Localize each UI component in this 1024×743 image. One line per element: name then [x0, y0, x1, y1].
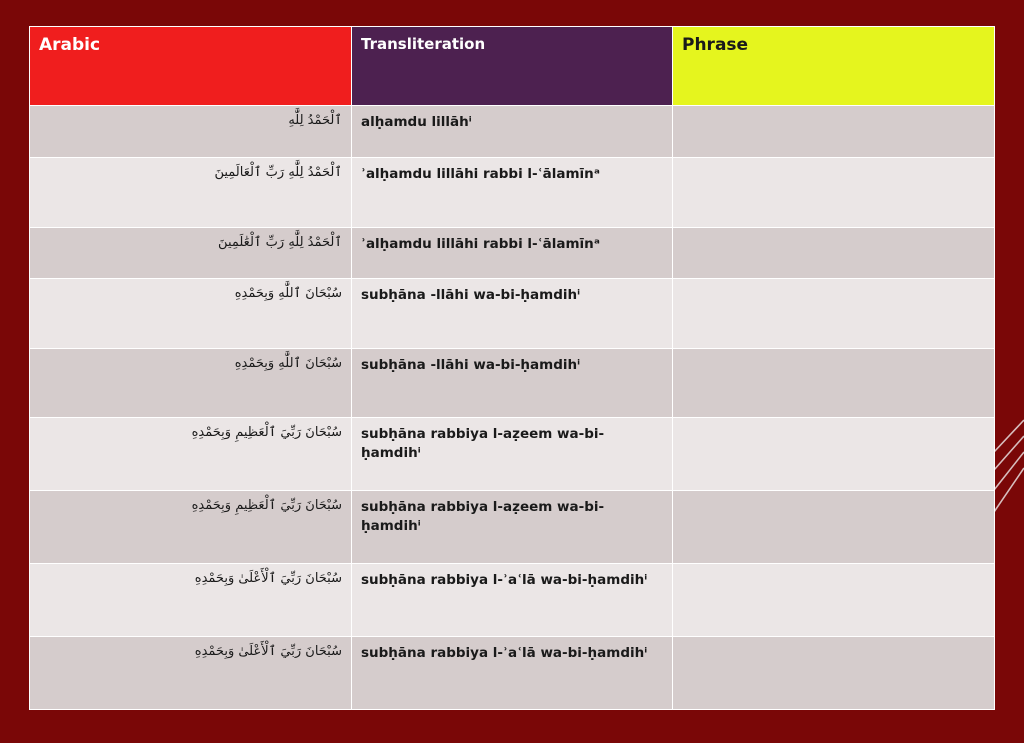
phrase-cell[interactable]: [673, 228, 995, 279]
transliteration-cell: alḥamdu lillāhⁱ: [352, 106, 673, 158]
arabic-text: سُبْحَانَ ٱللَّٰهِ وَبِحَمْدِهِ: [234, 356, 342, 371]
table-row: [30, 637, 995, 710]
arabic-cell: [30, 491, 352, 564]
arabic-cell: [30, 349, 352, 418]
phrase-cell[interactable]: [673, 418, 995, 491]
arabic-text: سُبْحَانَ رَبِّيَ ٱلْعَظِيمِ وَبِحَمْدِهِ: [191, 498, 342, 513]
table-row: [30, 279, 995, 349]
transliteration-cell: subḥāna -llāhi wa-bi-ḥamdihⁱ: [352, 279, 673, 349]
arabic-column-header: Arabic: [30, 27, 352, 106]
arabic-text: سُبْحَانَ رَبِّيَ ٱلْأَعْلَىٰ وَبِحَمْدِهِ: [194, 571, 342, 586]
table-row: [30, 106, 995, 158]
arabic-text: ٱلْحَمْدُ لِلَّٰهِ رَبِّ ٱلْعَالَمِينَ: [214, 165, 342, 180]
arabic-cell: [30, 158, 352, 228]
transliteration-cell: ʾalḥamdu lillāhi rabbi l-ʿālamīnᵃ: [352, 228, 673, 279]
phrase-cell[interactable]: [673, 564, 995, 637]
arabic-text: ٱلْحَمْدُ لِلَّٰهِ رَبِّ ٱلْعَٰلَمِينَ: [218, 235, 342, 250]
phrase-cell[interactable]: [673, 279, 995, 349]
phrase-cell[interactable]: [673, 637, 995, 710]
transliteration-column-header: Transliteration: [352, 27, 673, 106]
table-row: [30, 418, 995, 491]
arabic-cell: [30, 418, 352, 491]
phrase-cell[interactable]: [673, 349, 995, 418]
phrases-table-container: [29, 26, 994, 709]
table-row: [30, 491, 995, 564]
table-row: [30, 158, 995, 228]
table-row: [30, 349, 995, 418]
arabic-text: ٱلْحَمْدُ لِلَّٰهِ: [288, 113, 342, 128]
table-row: [30, 564, 995, 637]
arabic-text: سُبْحَانَ رَبِّيَ ٱلْأَعْلَىٰ وَبِحَمْدِهِ: [194, 644, 342, 659]
arabic-cell: [30, 279, 352, 349]
transliteration-cell: subḥāna rabbiya l-aẓeem wa-bi-ḥamdihⁱ: [352, 491, 673, 564]
phrase-column-header: Phrase: [673, 27, 995, 106]
arabic-cell: [30, 564, 352, 637]
transliteration-cell: ʾalḥamdu lillāhi rabbi l-ʿālamīnᵃ: [352, 158, 673, 228]
arabic-cell: [30, 106, 352, 158]
header-row: [30, 27, 995, 106]
transliteration-cell: subḥāna rabbiya l-ʾaʿlā wa-bi-ḥamdihⁱ: [352, 637, 673, 710]
phrase-cell[interactable]: [673, 106, 995, 158]
phrase-cell[interactable]: [673, 491, 995, 564]
transliteration-cell: subḥāna -llāhi wa-bi-ḥamdihⁱ: [352, 349, 673, 418]
transliteration-cell: subḥāna rabbiya l-aẓeem wa-bi-ḥamdihⁱ: [352, 418, 673, 491]
phrase-cell[interactable]: [673, 158, 995, 228]
phrases-table: [29, 26, 995, 710]
arabic-cell: [30, 228, 352, 279]
table-row: [30, 228, 995, 279]
arabic-text: سُبْحَانَ رَبِّيَ ٱلْعَظِيمِ وَبِحَمْدِهِ: [191, 425, 342, 440]
arabic-cell: [30, 637, 352, 710]
arabic-text: سُبْحَانَ ٱللَّٰهِ وَبِحَمْدِهِ: [234, 286, 342, 301]
transliteration-cell: subḥāna rabbiya l-ʾaʿlā wa-bi-ḥamdihⁱ: [352, 564, 673, 637]
